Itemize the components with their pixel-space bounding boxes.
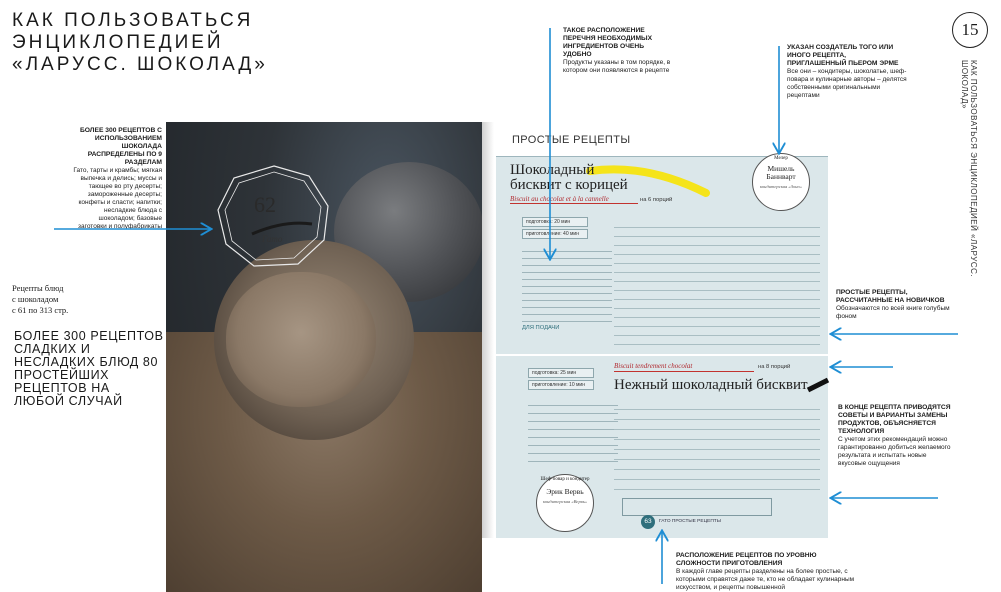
- annotation-tips-heading: В КОНЦЕ РЕЦЕПТА ПРИВОДЯТСЯ СОВЕТЫ И ВАРИАНТЫ ЗАМЕНЫ ПРОДУКТОВ, ОБЪЯСНЯЕТСЯ ТЕХНОЛОГИЯ: [838, 404, 951, 435]
- recipe1-cook-time: приготовление: 40 мин: [522, 229, 588, 239]
- annotation-sections-body: Гато, тарты и крамбы; мягкая выпечка и делись; муссы и тающее во рту десерты; замороженные десерты; конфеты и сласти; напитки; несладкие блюда с шоколадом; базовые заготовки и полуфабрикаты: [73, 167, 162, 230]
- annotation-simple-body: Обозначаются по всей книге голубым фоном: [836, 305, 950, 320]
- page-title: КАК ПОЛЬЗОВАТЬСЯ ЭНЦИКЛОПЕДИЕЙ «ЛАРУСС. ШОКОЛАД»: [12, 10, 268, 75]
- footer-page-number: 63: [641, 515, 655, 529]
- recipe1-chef-name: Мишель Баннварт: [766, 164, 796, 181]
- page-number: 15: [952, 12, 988, 48]
- recipe-pages-line1: Рецепты блюд: [12, 283, 64, 293]
- annotation-sections-heading: БОЛЕЕ 300 РЕЦЕПТОВ С ИСПОЛЬЗОВАНИЕМ ШОКОЛАДА РАСПРЕДЕЛЕНЫ ПО 9 РАЗДЕЛАМ: [79, 127, 162, 166]
- recipe1-serving-heading: ДЛЯ ПОДАЧИ: [522, 325, 560, 331]
- recipe2-chef-top: Шеф-повар и кондитер: [540, 477, 590, 482]
- recipe-pages-line2: с шоколадом: [12, 294, 59, 304]
- annotation-author-heading: УКАЗАН СОЗДАТЕЛЬ ТОГО ИЛИ ИНОГО РЕЦЕПТА, ПРИГЛАШЕННЫЙ ПЬЕРОМ ЭРМЕ: [787, 44, 899, 67]
- category-page-number: 62: [254, 192, 276, 217]
- recipe1-prep-time: подготовка: 20 мин: [522, 217, 588, 227]
- annotation-difficulty-heading: РАСПОЛОЖЕНИЕ РЕЦЕПТОВ ПО УРОВНЮ СЛОЖНОСТИ ПРИГОТОВЛЕНИЯ: [676, 552, 817, 567]
- recipe2-subtitle: Biscuit tendrement chocolat: [614, 362, 693, 370]
- section-title: ПРОСТЫЕ РЕЦЕПТЫ: [512, 134, 631, 146]
- recipe1-subtitle: Biscuit au chocolat et à la cannelle: [510, 195, 609, 203]
- recipe1-servings: на 6 порций: [640, 197, 673, 203]
- annotation-ingredients-body: Продукты указаны в том порядке, в котором они появляются в рецепте: [563, 59, 671, 74]
- recipe1-title-line2: бисквит с корицей: [510, 177, 628, 193]
- recipe2-prep-time: подготовка: 25 мин: [528, 368, 594, 378]
- running-header: КАК ПОЛЬЗОВАТЬСЯ ЭНЦИКЛОПЕДИЕЙ «ЛАРУСС. ШОКОЛАД»: [960, 60, 978, 278]
- recipe-pages-line3: с 61 по 313 стр.: [12, 305, 69, 315]
- recipe1-chef-role: кондитерская «Зоно»: [759, 184, 803, 189]
- recipe2-chef-name: Эрик Вервь: [546, 487, 584, 496]
- recipe2-servings: на 8 порций: [758, 364, 791, 370]
- annotation-difficulty-body: В каждой главе рецепты разделены на более простые, с которыми справятся даже те, кто не обладает кулинарным искусством, и рецепты повышенной: [676, 568, 855, 591]
- category-label: Гато: [262, 234, 283, 244]
- annotation-author-body: Все они – кондитеры, шоколатье, шеф-повара и кулинарные авторы – делятся собственными оригинальными рецептами: [787, 68, 907, 99]
- recipe2-title: Нежный шоколадный бисквит: [614, 377, 808, 393]
- recipe2-chef-role: кондитерская «Вервь»: [542, 499, 588, 504]
- annotation-ingredients-heading: ТАКОЕ РАСПОЛОЖЕНИЕ ПЕРЕЧНЯ НЕОБХОДИМЫХ ИНГРЕДИЕНТОВ ОЧЕНЬ УДОБНО: [563, 27, 653, 58]
- recipe-count-statement: БОЛЕЕ 300 РЕЦЕПТОВ СЛАДКИХ И НЕСЛАДКИХ БЛЮД 80 ПРОСТЕЙШИХ РЕЦЕПТОВ НА ЛЮБОЙ СЛУЧАЙ: [14, 329, 164, 408]
- recipe1-chef-top: Мелер: [774, 156, 788, 161]
- footer-section-label: ГАТО ПРОСТЫЕ РЕЦЕПТЫ: [659, 519, 721, 524]
- recipe1-title-line1: Шоколадный: [510, 162, 595, 178]
- annotation-simple-heading: ПРОСТЫЕ РЕЦЕПТЫ, РАССЧИТАННЫЕ НА НОВИЧКОВ: [836, 289, 945, 304]
- recipe2-cook-time: приготовление: 10 мин: [528, 380, 594, 390]
- annotation-tips-body: С учетом этих рекомендаций можно гарантированно добиться желаемого результата и испытать новые вкусовые ощущения: [838, 436, 951, 467]
